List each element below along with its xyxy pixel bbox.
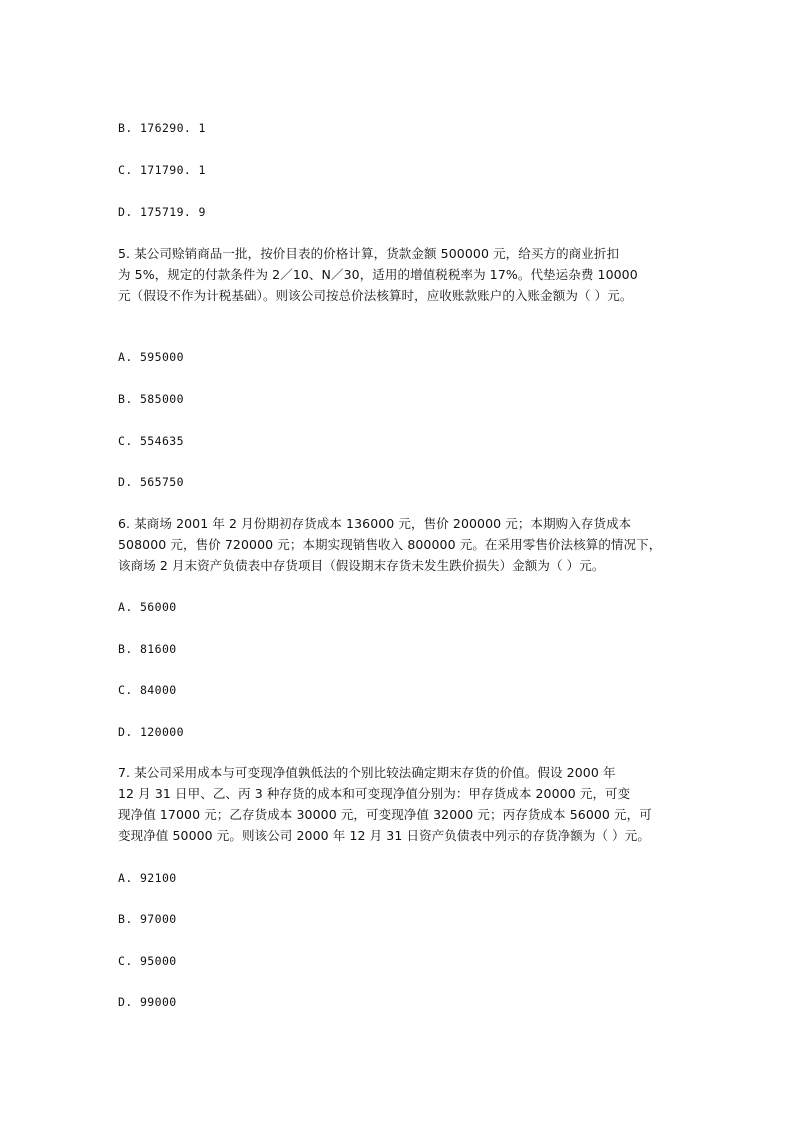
q7-option-a: A. 92100	[118, 871, 177, 885]
q7-stem-line-1: 7. 某公司采用成本与可变现净值孰低法的个别比较法确定期末存货的价值。假设 2000 年	[118, 765, 616, 780]
q7-option-c: C. 95000	[118, 954, 177, 968]
q5-stem-line-2: 为 5%，规定的付款条件为 2／10、N／30，适用的增值税税率为 17%。代垫运杂费 10000	[118, 267, 638, 282]
q6-stem-line-3: 该商场 2 月末资产负债表中存货项目（假设期末存货未发生跌价损失）金额为（ ）元。	[118, 558, 605, 573]
q7-option-d: D. 99000	[118, 995, 177, 1009]
q6-stem-line-1: 6. 某商场 2001 年 2 月份期初存货成本 136000 元，售价 200000 元；本期购入存货成本	[118, 516, 632, 531]
q5-option-c: C. 554635	[118, 434, 184, 448]
q5-stem-line-3: 元（假设不作为计税基础）。则该公司按总价法核算时，应收账款账户的入账金额为（ ）元。	[118, 288, 633, 303]
q5-option-b: B. 585000	[118, 392, 184, 406]
prev-option-c: C. 171790. 1	[118, 163, 206, 177]
q6-option-d: D. 120000	[118, 725, 184, 739]
q6-stem-line-2: 508000 元，售价 720000 元；本期实现销售收入 800000 元。在采用零售价法核算的情况下，	[118, 537, 662, 552]
prev-option-d: D. 175719. 9	[118, 205, 206, 219]
q6-option-c: C. 84000	[118, 683, 177, 697]
q7-stem-line-4: 变现净值 50000 元。则该公司 2000 年 12 月 31 日资产负债表中列示的存货净额为（ ）元。	[118, 828, 650, 843]
prev-option-b: B. 176290. 1	[118, 121, 206, 135]
q7-stem-line-2: 12 月 31 日甲、乙、丙 3 种存货的成本和可变现净值分别为：甲存货成本 20000 元，可变	[118, 786, 631, 801]
q6-option-a: A. 56000	[118, 600, 177, 614]
q5-stem-line-1: 5. 某公司赊销商品一批，按价目表的价格计算，货款金额 500000 元，给买方的商业折扣	[118, 246, 620, 261]
q6-option-b: B. 81600	[118, 642, 177, 656]
q5-option-d: D. 565750	[118, 475, 184, 489]
q5-option-a: A. 595000	[118, 350, 184, 364]
q7-stem-line-3: 现净值 17000 元；乙存货成本 30000 元，可变现净值 32000 元；丙存货成本 56000 元，可	[118, 807, 652, 822]
q7-option-b: B. 97000	[118, 912, 177, 926]
